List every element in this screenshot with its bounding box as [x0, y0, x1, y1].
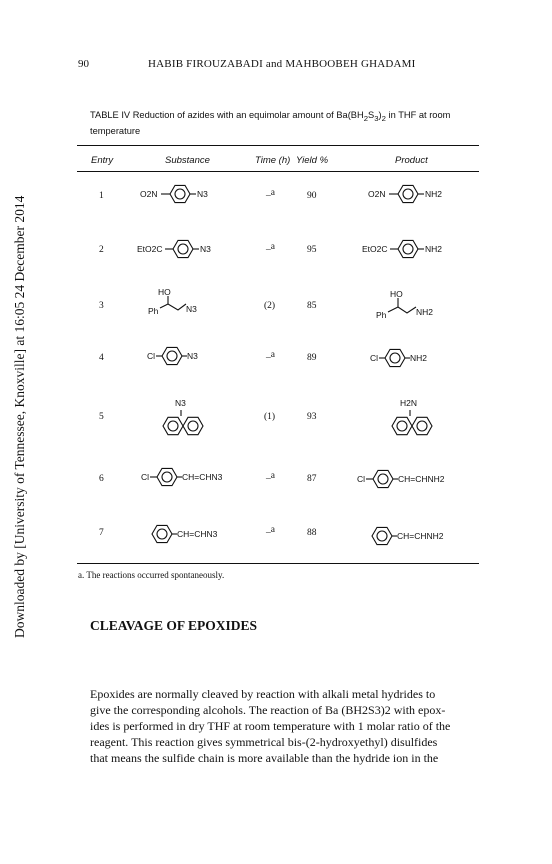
table-bottom-rule — [77, 563, 479, 564]
entry-number: 3 — [99, 301, 104, 311]
substance-structure — [147, 343, 217, 369]
svg-text:CH=CHNH2: CH=CHNH2 — [398, 474, 445, 484]
table-header-rule — [77, 171, 479, 172]
entry-number: 1 — [99, 191, 104, 201]
col-yield: Yield % — [296, 155, 329, 166]
svg-text:N3: N3 — [187, 351, 198, 361]
substance-structure — [148, 286, 218, 320]
svg-text:NH2: NH2 — [425, 244, 443, 254]
download-watermark: Downloaded by [University of Tennessee, Knoxville] at 16:05 24 December 2014 — [12, 195, 27, 638]
yield-value: 88 — [307, 528, 317, 538]
product-structure — [370, 345, 450, 371]
svg-text:EtO2C: EtO2C — [137, 244, 163, 254]
time-value: _a — [266, 525, 275, 535]
yield-value: 93 — [307, 412, 317, 422]
product-structure — [368, 181, 458, 207]
entry-number: 6 — [99, 474, 104, 484]
time-value: _a — [266, 350, 275, 360]
paragraph-line: give the corresponding alcohols. The reaction of Ba (BH2S3)2 with epox- — [90, 703, 446, 717]
entry-number: 2 — [99, 245, 104, 255]
paragraph-line: reagent. This reaction gives symmetrical bis-(2-hydroxyethyl) disulfides — [90, 735, 438, 749]
svg-text:Cl: Cl — [141, 472, 150, 482]
product-structure — [370, 523, 480, 549]
svg-text:O2N: O2N — [368, 189, 386, 199]
svg-text:Cl: Cl — [147, 351, 156, 361]
svg-text:N3: N3 — [186, 304, 197, 314]
page-number: 90 — [78, 58, 89, 70]
entry-number: 7 — [99, 528, 104, 538]
svg-text:NH2: NH2 — [416, 307, 434, 317]
substance-structure — [141, 464, 251, 490]
svg-text:CH=CHN3: CH=CHN3 — [182, 472, 223, 482]
table-caption: TABLE IV Reduction of azides with an equimolar amount of $Ba(BH_2S_3)_2$ in THF at room temperature — [90, 110, 451, 136]
substance-structure — [161, 398, 211, 440]
paragraph-line: that means the sulfide chain is more available than the hydride ion in the — [90, 751, 439, 765]
svg-text:N3: N3 — [197, 189, 208, 199]
col-time: Time (h) — [255, 155, 291, 166]
yield-value: 95 — [307, 245, 317, 255]
yield-value: 89 — [307, 353, 317, 363]
paragraph-line: Epoxides are normally cleaved by reaction with alkali metal hydrides to — [90, 687, 436, 701]
svg-text:Ph: Ph — [376, 310, 387, 320]
table-footnote: a. The reactions occurred spontaneously. — [78, 570, 225, 580]
section-heading: CLEAVAGE OF EPOXIDES — [90, 618, 258, 633]
body-paragraph — [90, 686, 480, 766]
svg-text:CH=CHNH2: CH=CHNH2 — [397, 531, 444, 541]
svg-text:N3: N3 — [200, 244, 211, 254]
col-entry: Entry — [91, 155, 114, 166]
product-structure — [390, 398, 440, 440]
time-value: (2) — [264, 301, 276, 311]
product-structure — [362, 236, 462, 262]
time-value: _a — [266, 471, 275, 481]
time-value: (1) — [264, 412, 276, 422]
svg-text:NH2: NH2 — [425, 189, 443, 199]
svg-text:Ph: Ph — [148, 306, 159, 316]
product-structure — [376, 288, 456, 322]
svg-text:H2N: H2N — [400, 398, 418, 408]
paragraph-line: ides is performed in dry THF at room temperature with 1 molar ratio of the — [90, 719, 451, 733]
entry-number: 5 — [99, 412, 104, 422]
yield-value: 85 — [307, 301, 317, 311]
svg-text:N3: N3 — [175, 398, 186, 408]
time-value: _a — [266, 188, 275, 198]
col-product: Product — [395, 155, 428, 166]
svg-text:Cl: Cl — [370, 353, 379, 363]
running-head: HABIB FIROUZABADI and MAHBOOBEH GHADAMI — [148, 58, 416, 70]
col-substance: Substance — [165, 155, 210, 166]
svg-text:HO: HO — [158, 287, 171, 297]
time-value: _a — [266, 242, 275, 252]
svg-text:HO: HO — [390, 289, 403, 299]
substance-structure — [150, 521, 250, 547]
table-top-rule — [77, 145, 479, 146]
substance-structure — [137, 236, 227, 262]
svg-text:CH=CHN3: CH=CHN3 — [177, 529, 218, 539]
svg-text:NH2: NH2 — [410, 353, 428, 363]
svg-text:O2N: O2N — [140, 189, 158, 199]
svg-text:EtO2C: EtO2C — [362, 244, 388, 254]
svg-text:Cl: Cl — [357, 474, 366, 484]
substance-structure — [140, 181, 220, 207]
entry-number: 4 — [99, 353, 104, 363]
product-structure — [357, 466, 477, 492]
yield-value: 87 — [307, 474, 317, 484]
yield-value: 90 — [307, 191, 317, 201]
